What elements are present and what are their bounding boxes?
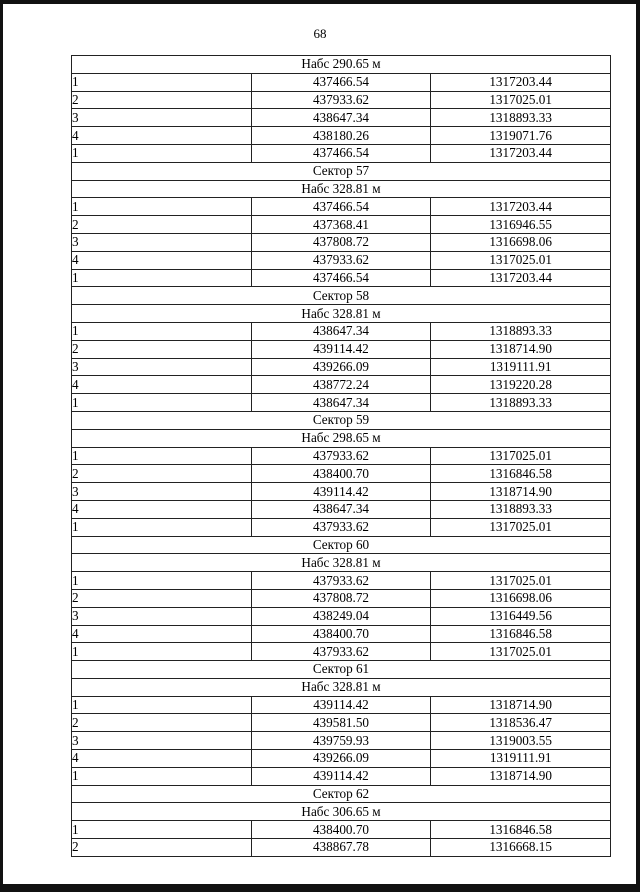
- sector-header-row: [72, 803, 611, 821]
- coordinate-row: [72, 358, 611, 376]
- coordinate-row: [72, 269, 611, 287]
- coordinate-x: 437466.54: [251, 269, 431, 287]
- coordinate-row: [72, 607, 611, 625]
- coordinate-y: 1318536.47: [431, 714, 611, 732]
- coordinate-x: 439266.09: [251, 358, 431, 376]
- point-number: 1: [72, 447, 252, 465]
- elevation-label: Набс 290.65 м: [72, 56, 611, 74]
- coordinate-y: 1317203.44: [431, 73, 611, 91]
- point-number: 1: [72, 643, 252, 661]
- point-number: 3: [72, 607, 252, 625]
- coordinate-y: 1317025.01: [431, 643, 611, 661]
- coordinate-row: [72, 91, 611, 109]
- coordinate-row: [72, 714, 611, 732]
- coordinate-y: 1317203.44: [431, 198, 611, 216]
- sector-header-row: [72, 287, 611, 305]
- coordinate-x: 439759.93: [251, 732, 431, 750]
- coordinate-row: [72, 696, 611, 714]
- coordinate-row: [72, 518, 611, 536]
- coordinate-y: 1317025.01: [431, 251, 611, 269]
- coordinate-y: 1318893.33: [431, 109, 611, 127]
- point-number: 3: [72, 732, 252, 750]
- page-number: 68: [313, 26, 327, 41]
- coordinate-x: 437808.72: [251, 589, 431, 607]
- coordinate-row: [72, 340, 611, 358]
- point-number: 3: [72, 358, 252, 376]
- coordinate-y: 1317203.44: [431, 144, 611, 162]
- sector-header-row: [72, 554, 611, 572]
- coordinate-x: 439114.42: [251, 696, 431, 714]
- coordinate-row: [72, 643, 611, 661]
- sector-title: Сектор 60: [72, 536, 611, 554]
- coordinate-y: 1318893.33: [431, 322, 611, 340]
- coordinate-x: 437466.54: [251, 144, 431, 162]
- point-number: 2: [72, 216, 252, 234]
- coordinate-y: 1316668.15: [431, 839, 611, 857]
- coordinate-x: 437933.62: [251, 251, 431, 269]
- coordinate-x: 439266.09: [251, 750, 431, 768]
- sector-header-row: [72, 785, 611, 803]
- coordinate-row: [72, 144, 611, 162]
- point-number: 1: [72, 198, 252, 216]
- coordinate-row: [72, 198, 611, 216]
- coordinate-x: 438180.26: [251, 127, 431, 145]
- coordinate-row: [72, 839, 611, 857]
- coordinate-row: [72, 394, 611, 412]
- coordinate-x: 437933.62: [251, 643, 431, 661]
- coordinate-x: 438867.78: [251, 839, 431, 857]
- point-number: 4: [72, 625, 252, 643]
- coordinate-x: 438647.34: [251, 500, 431, 518]
- coordinate-y: 1318893.33: [431, 500, 611, 518]
- point-number: 1: [72, 73, 252, 91]
- coordinate-row: [72, 233, 611, 251]
- point-number: 2: [72, 839, 252, 857]
- coordinate-y: 1318893.33: [431, 394, 611, 412]
- sector-header-row: [72, 661, 611, 679]
- coordinate-row: [72, 750, 611, 768]
- coordinate-x: 437466.54: [251, 73, 431, 91]
- point-number: 4: [72, 376, 252, 394]
- point-number: 2: [72, 714, 252, 732]
- coordinate-x: 438647.34: [251, 109, 431, 127]
- coordinate-row: [72, 251, 611, 269]
- point-number: 2: [72, 91, 252, 109]
- elevation-label: Набс 328.81 м: [72, 554, 611, 572]
- sector-header-row: [72, 162, 611, 180]
- coordinate-y: 1319111.91: [431, 358, 611, 376]
- coordinate-y: 1319220.28: [431, 376, 611, 394]
- coordinate-x: 438647.34: [251, 394, 431, 412]
- elevation-label: Набс 328.81 м: [72, 180, 611, 198]
- coordinate-x: 438400.70: [251, 821, 431, 839]
- point-number: 1: [72, 767, 252, 785]
- coordinate-x: 437933.62: [251, 447, 431, 465]
- coordinate-y: 1317025.01: [431, 572, 611, 590]
- coordinate-row: [72, 572, 611, 590]
- coordinate-y: 1318714.90: [431, 483, 611, 501]
- sector-title: Сектор 58: [72, 287, 611, 305]
- sector-header-row: [72, 429, 611, 447]
- coordinate-row: [72, 465, 611, 483]
- coordinate-y: 1317025.01: [431, 91, 611, 109]
- sector-header-row: [72, 56, 611, 74]
- coordinate-x: 438400.70: [251, 465, 431, 483]
- coordinate-x: 437933.62: [251, 518, 431, 536]
- coordinate-x: 437933.62: [251, 91, 431, 109]
- coordinate-row: [72, 447, 611, 465]
- coordinate-row: [72, 322, 611, 340]
- coordinate-x: 438400.70: [251, 625, 431, 643]
- coordinate-row: [72, 589, 611, 607]
- coordinate-row: [72, 73, 611, 91]
- coordinate-row: [72, 483, 611, 501]
- sector-header-row: [72, 536, 611, 554]
- sector-header-row: [72, 180, 611, 198]
- coordinate-row: [72, 821, 611, 839]
- point-number: 4: [72, 127, 252, 145]
- coordinate-x: 439114.42: [251, 767, 431, 785]
- coordinate-y: 1316846.58: [431, 821, 611, 839]
- coordinate-y: 1318714.90: [431, 696, 611, 714]
- sector-title: Сектор 57: [72, 162, 611, 180]
- coordinate-y: 1316698.06: [431, 589, 611, 607]
- coordinates-table: [71, 55, 611, 857]
- scan-border-left: [0, 0, 3, 892]
- sector-title: Сектор 61: [72, 661, 611, 679]
- coordinate-y: 1319111.91: [431, 750, 611, 768]
- coordinate-y: 1318714.90: [431, 340, 611, 358]
- coordinate-y: 1318714.90: [431, 767, 611, 785]
- point-number: 4: [72, 251, 252, 269]
- elevation-label: Набс 328.81 м: [72, 305, 611, 323]
- point-number: 1: [72, 269, 252, 287]
- coordinate-y: 1316698.06: [431, 233, 611, 251]
- coordinate-x: 438647.34: [251, 322, 431, 340]
- point-number: 2: [72, 465, 252, 483]
- coordinate-row: [72, 376, 611, 394]
- point-number: 1: [72, 394, 252, 412]
- scan-border-top: [0, 0, 640, 4]
- coordinate-y: 1319071.76: [431, 127, 611, 145]
- point-number: 3: [72, 233, 252, 251]
- coordinate-x: 437933.62: [251, 572, 431, 590]
- coordinate-row: [72, 216, 611, 234]
- coordinate-row: [72, 732, 611, 750]
- coordinate-x: 437808.72: [251, 233, 431, 251]
- elevation-label: Набс 306.65 м: [72, 803, 611, 821]
- elevation-label: Набс 328.81 м: [72, 678, 611, 696]
- coordinate-x: 438249.04: [251, 607, 431, 625]
- point-number: 4: [72, 750, 252, 768]
- point-number: 3: [72, 109, 252, 127]
- coordinate-y: 1317025.01: [431, 518, 611, 536]
- point-number: 2: [72, 340, 252, 358]
- point-number: 1: [72, 821, 252, 839]
- point-number: 1: [72, 696, 252, 714]
- scan-border-bottom: [0, 884, 640, 892]
- coordinate-x: 439114.42: [251, 340, 431, 358]
- sector-header-row: [72, 678, 611, 696]
- coordinate-y: 1316449.56: [431, 607, 611, 625]
- sector-title: Сектор 59: [72, 411, 611, 429]
- sector-header-row: [72, 305, 611, 323]
- sector-title: Сектор 62: [72, 785, 611, 803]
- point-number: 1: [72, 322, 252, 340]
- point-number: 3: [72, 483, 252, 501]
- coordinate-x: 438772.24: [251, 376, 431, 394]
- point-number: 1: [72, 144, 252, 162]
- point-number: 1: [72, 572, 252, 590]
- scan-border-right: [636, 0, 640, 892]
- coordinate-x: 439581.50: [251, 714, 431, 732]
- coordinate-row: [72, 767, 611, 785]
- coordinate-y: 1316846.58: [431, 465, 611, 483]
- point-number: 1: [72, 518, 252, 536]
- sector-header-row: [72, 411, 611, 429]
- coordinate-y: 1319003.55: [431, 732, 611, 750]
- coordinate-row: [72, 500, 611, 518]
- elevation-label: Набс 298.65 м: [72, 429, 611, 447]
- coordinate-y: 1317203.44: [431, 269, 611, 287]
- coordinate-x: 437368.41: [251, 216, 431, 234]
- coordinates-table-body: [72, 56, 611, 857]
- coordinate-y: 1316846.58: [431, 625, 611, 643]
- coordinate-x: 437466.54: [251, 198, 431, 216]
- coordinate-row: [72, 109, 611, 127]
- coordinate-x: 439114.42: [251, 483, 431, 501]
- coordinate-y: 1317025.01: [431, 447, 611, 465]
- point-number: 2: [72, 589, 252, 607]
- coordinate-row: [72, 127, 611, 145]
- point-number: 4: [72, 500, 252, 518]
- coordinate-row: [72, 625, 611, 643]
- coordinate-y: 1316946.55: [431, 216, 611, 234]
